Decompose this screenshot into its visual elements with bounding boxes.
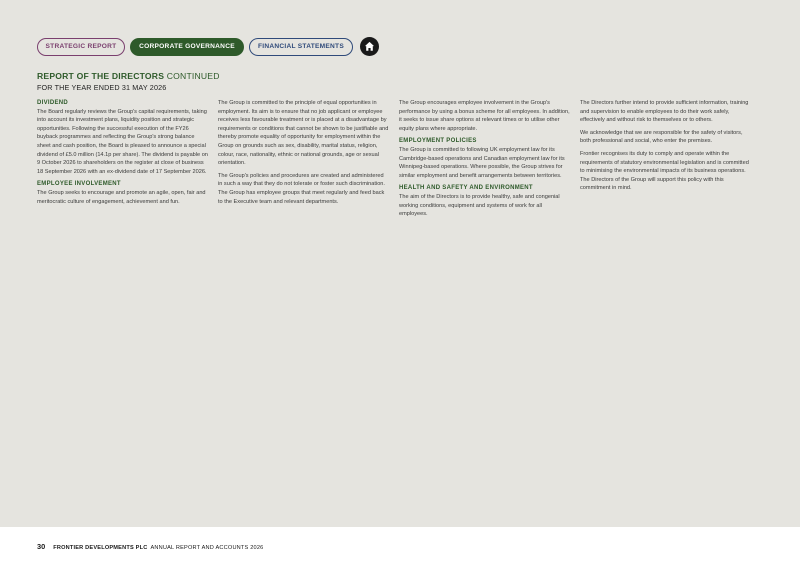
section-nav xyxy=(37,37,379,56)
page-subtitle: FOR THE YEAR ENDED 31 MAY 2026 xyxy=(37,83,167,92)
paragraph-environment: Frontier recognises its duty to comply and operate within the requirements of statutory environmental legislation and is committed to minimising the environmental impacts of its business operations. The Directors of the Group will support this policy with this commitment in mind. xyxy=(580,150,749,192)
section-heading-employee-involvement: EMPLOYEE INVOLVEMENT xyxy=(37,181,121,188)
page-footer xyxy=(37,542,263,551)
paragraph-employee-involvement: The Group seeks to encourage and promote an agile, open, fair and meritocratic culture of engagement, achievement and fun. xyxy=(37,189,206,205)
footer-company: FRONTIER DEVELOPMENTS PLC xyxy=(53,545,148,551)
text-column-2 xyxy=(218,99,389,210)
home-button[interactable] xyxy=(360,37,379,56)
text-column-3 xyxy=(399,99,570,223)
text-column-4 xyxy=(580,99,751,197)
section-heading-health-safety: HEALTH AND SAFETY AND ENVIRONMENT xyxy=(399,185,533,192)
paragraph-visitors: We acknowledge that we are responsible for the safety of visitors, both professional and social, who enter the premises. xyxy=(580,129,743,145)
paragraph-dividend: The Board regularly reviews the Group's capital requirements, taking into account its investment plans, liquidity position and strategic opportunities. Following the successful execution of the FY26 buyback programmes and reflecting the Group's strong balance sheet and cash position, the Board is pleased to announce a special dividend of £5.0 million (14.1p per share). The dividend is payable on 9 October 2026 to shareholders on the register at close of business 18 September 2026 with an ex-dividend date of 17 September 2026. xyxy=(37,108,208,175)
home-icon xyxy=(364,41,375,52)
page-title-text: REPORT OF THE DIRECTORS xyxy=(37,71,165,81)
paragraph-health-safety: The aim of the Directors is to provide healthy, safe and congenial working conditions, equipment and systems of work for all employees. xyxy=(399,193,560,218)
paragraph-employment-policies: The Group is committed to following UK employment law for its Cambridge-based operations and Canadian employment law for its Winnipeg-based operations. Where possible, the Group strives for similar employment and benefit arrangements between territories. xyxy=(399,146,565,179)
section-heading-dividend: DIVIDEND xyxy=(37,100,69,106)
paragraph-bonus-scheme: The Group encourages employee involvement in the Group's performance by using a bonus scheme for all employees. In addition, it seeks to issue share options at relevant times or to utilise other equity plans where appropriate. xyxy=(399,100,570,132)
tab-financial-statements[interactable]: FINANCIAL STATEMENTS xyxy=(249,38,353,56)
paragraph-equal-opportunities: The Group is committed to the principle of equal opportunities in employment. Its aim is to ensure that no job applicant or employee receives less favourable treatment or is placed at a disadvantage by requirements or conditions that cannot be shown to be justifiable and thereby promote equality of opportunity for employment within the Group on grounds such as sex, disability, marital status, religion, colour, race, nationality, ethnic or national grounds, age or sexual orientation. xyxy=(218,100,389,167)
tab-corporate-governance[interactable]: CORPORATE GOVERNANCE xyxy=(130,38,244,56)
page-heading xyxy=(37,71,220,92)
page-title-suffix: CONTINUED xyxy=(166,71,220,81)
paragraph-training: The Directors further intend to provide sufficient information, training and supervision to enable employees to do their work safely, effectively and without risk to themselves or to others. xyxy=(580,100,749,124)
page-number: 30 xyxy=(37,542,46,551)
page-title xyxy=(37,71,220,81)
section-heading-employment-policies: EMPLOYMENT POLICIES xyxy=(399,138,477,145)
tab-strategic-report[interactable]: STRATEGIC REPORT xyxy=(37,38,125,56)
text-column-1 xyxy=(37,99,208,210)
footer-document-title: ANNUAL REPORT AND ACCOUNTS 2026 xyxy=(150,545,264,551)
paragraph-policies-procedures: The Group's policies and procedures are created and administered in such a way that they do not tolerate or foster such discrimination. The Group has employee groups that meet regularly and feed back to the Executive team and relevant departments. xyxy=(218,172,385,205)
